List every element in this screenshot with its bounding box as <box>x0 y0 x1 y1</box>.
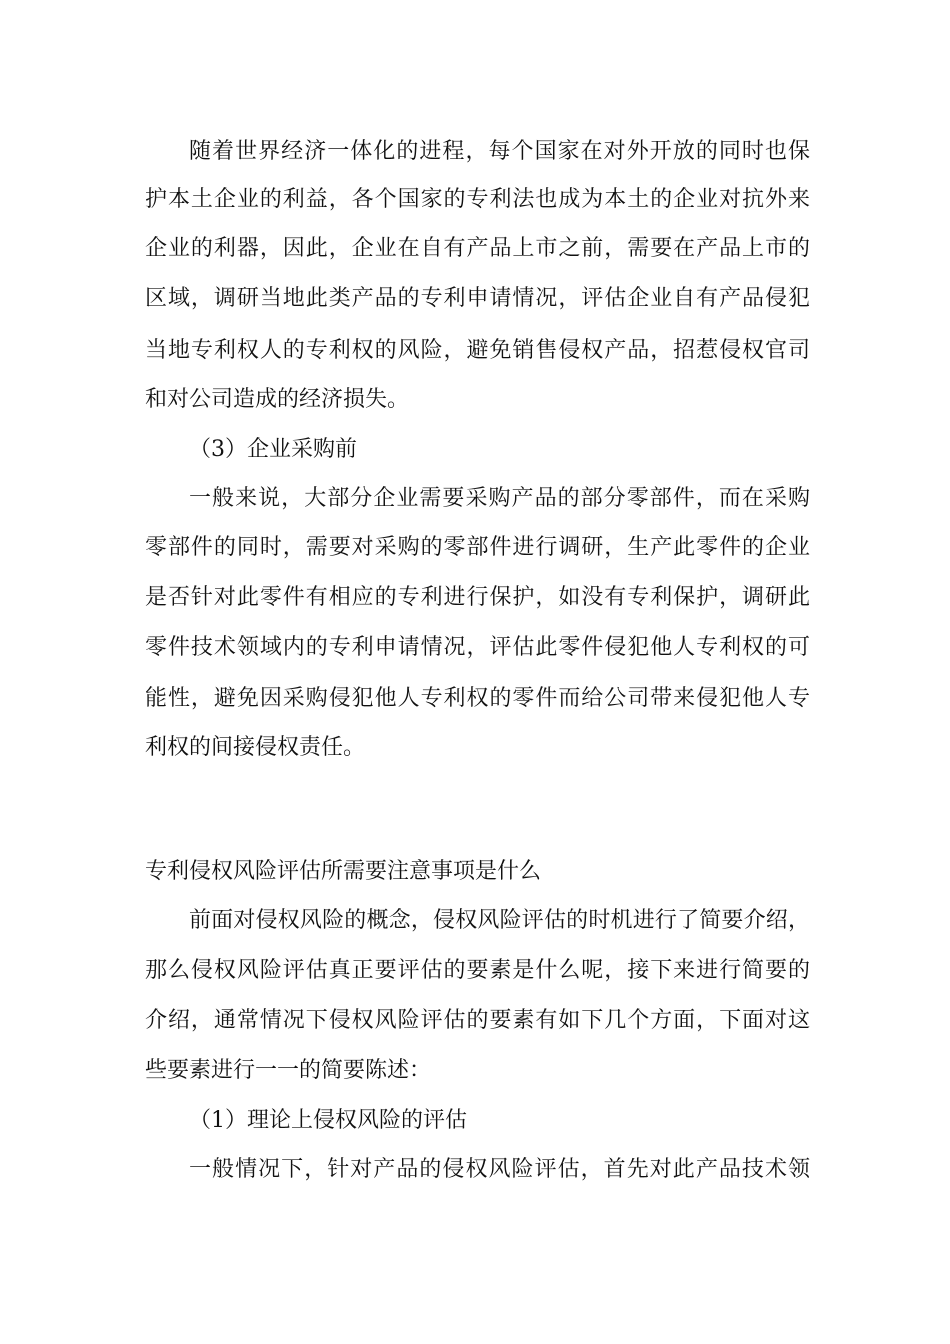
paragraph-3-line-4: 些要素进行一一的简要陈述： <box>145 1058 432 1083</box>
paragraph-2-line-1: 一般来说，大部分企业需要采购产品的部分零部件，而在采购 <box>189 486 810 511</box>
paragraph-1-line-4: 区域，调研当地此类产品的专利申请情况，评估企业自有产品侵犯 <box>145 286 810 311</box>
section-heading: 专利侵权风险评估所需要注意事项是什么 <box>145 859 542 884</box>
paragraph-2-line-5: 能性，避免因采购侵犯他人专利权的零件而给公司带来侵犯他人专 <box>145 686 810 711</box>
paragraph-3-line-2: 那么侵权风险评估真正要评估的要素是什么呢，接下来进行简要的 <box>145 958 810 983</box>
paragraph-4-line-1: 一般情况下，针对产品的侵权风险评估，首先对此产品技术领 <box>189 1157 810 1182</box>
subheading-1: （1）理论上侵权风险的评估 <box>189 1108 467 1133</box>
paragraph-3-line-1: 前面对侵权风险的概念，侵权风险评估的时机进行了简要介绍， <box>189 908 810 933</box>
subheading-3: （3）企业采购前 <box>189 437 357 462</box>
paragraph-1-line-3: 企业的利器，因此，企业在自有产品上市之前，需要在产品上市的 <box>145 236 810 261</box>
paragraph-1-line-6: 和对公司造成的经济损失。 <box>145 387 410 412</box>
paragraph-2-line-2: 零部件的同时，需要对采购的零部件进行调研，生产此零件的企业 <box>145 535 810 560</box>
paragraph-1-line-1: 随着世界经济一体化的进程，每个国家在对外开放的同时也保 <box>189 139 810 164</box>
paragraph-3-line-3: 介绍，通常情况下侵权风险评估的要素有如下几个方面，下面对这 <box>145 1008 810 1033</box>
paragraph-2-line-4: 零件技术领域内的专利申请情况，评估此零件侵犯他人专利权的可 <box>145 635 810 660</box>
paragraph-1-line-5: 当地专利权人的专利权的风险，避免销售侵权产品，招惹侵权官司 <box>145 338 810 363</box>
paragraph-2-line-6: 利权的间接侵权责任。 <box>145 735 366 760</box>
paragraph-2-line-3: 是否针对此零件有相应的专利进行保护，如没有专利保护，调研此 <box>145 585 810 610</box>
paragraph-1-line-2: 护本土企业的利益，各个国家的专利法也成为本土的企业对抗外来 <box>145 187 810 212</box>
